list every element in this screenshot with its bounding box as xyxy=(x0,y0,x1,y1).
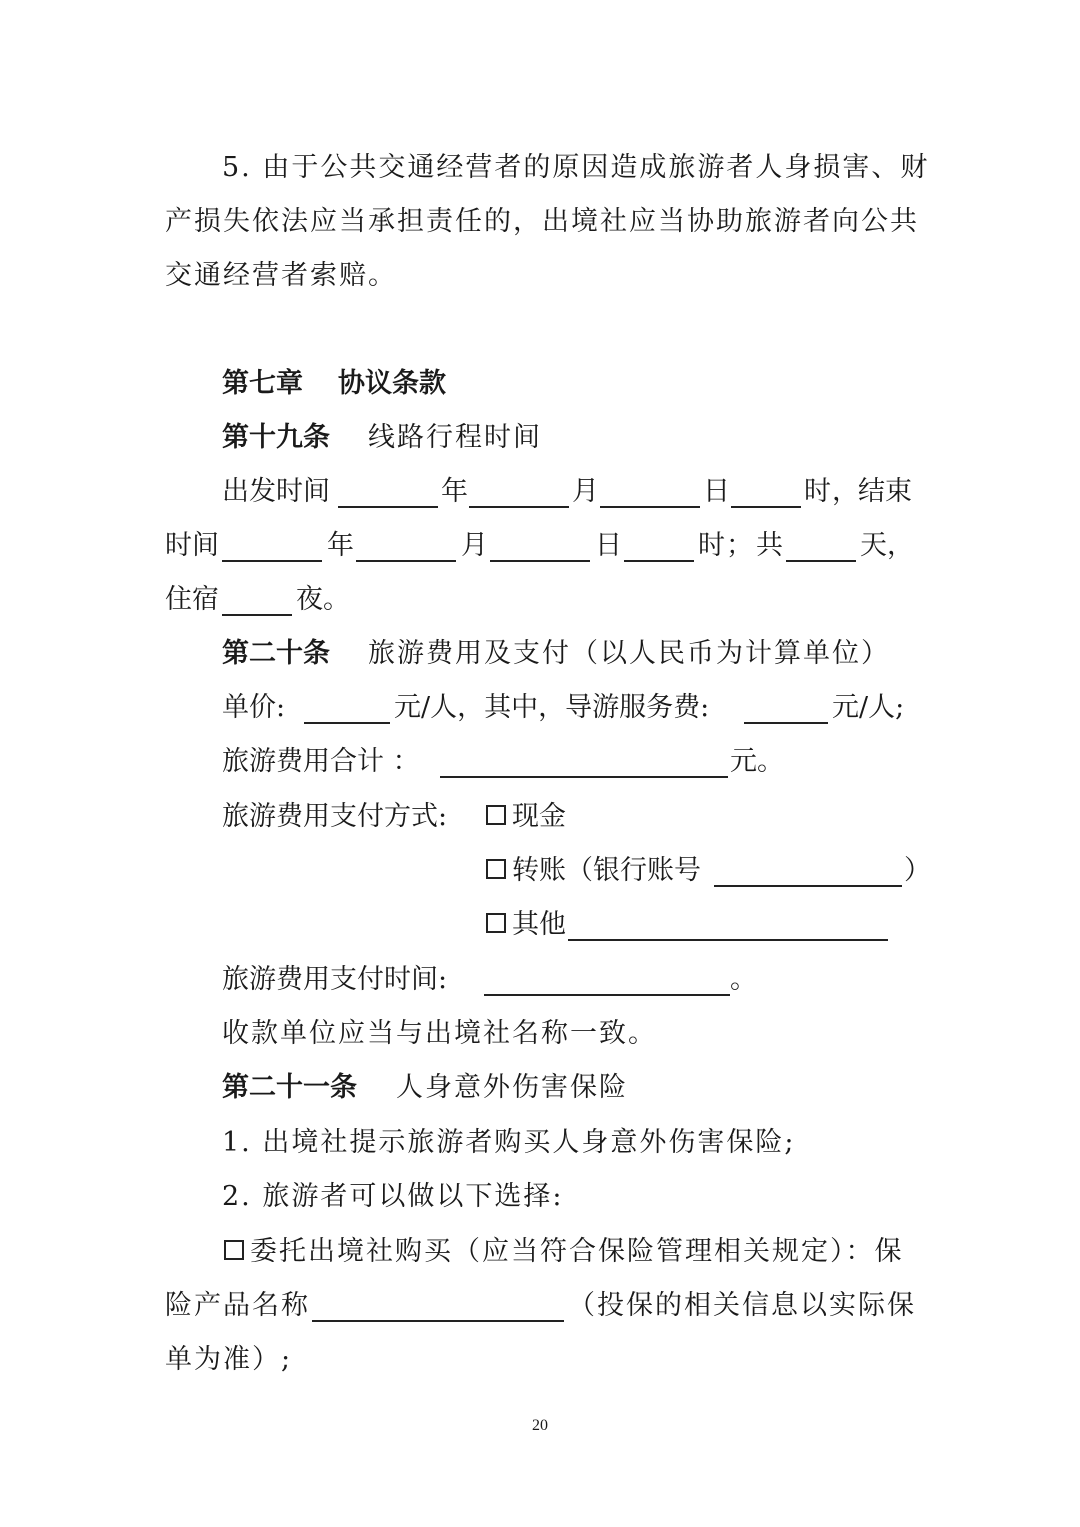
entrust-option-line2: 险产品名称 （投保的相关信息以实际保 xyxy=(165,1290,916,1321)
page-number: 20 xyxy=(532,1417,548,1434)
payee-note-line: 收款单位应当与出境社名称一致。 xyxy=(222,1018,657,1049)
article20-label: 第二十条 xyxy=(222,638,330,669)
insurance-product-blank[interactable] xyxy=(312,1320,564,1322)
depart-year-blank[interactable] xyxy=(338,506,438,508)
other-checkbox[interactable] xyxy=(486,913,506,933)
depart-day-blank[interactable] xyxy=(600,506,700,508)
article19-heading xyxy=(0,418,1080,458)
pay-time-line: 旅游费用支付时间: 。 xyxy=(222,964,757,995)
bank-account-blank[interactable] xyxy=(714,885,902,887)
article20-title: 旅游费用及支付（以人民币为计算单位） xyxy=(368,638,890,669)
insurance-item1: 1. 出境社提示旅游者购买人身意外伤害保险; xyxy=(222,1127,796,1158)
article21-title: 人身意外伤害保险 xyxy=(396,1072,628,1103)
article21-label: 第二十一条 xyxy=(222,1072,357,1103)
depart-hour-blank[interactable] xyxy=(731,506,801,508)
para5-line3: 交通经营者索赔。 xyxy=(165,260,397,291)
transfer-checkbox[interactable] xyxy=(486,859,506,879)
total-fee-line: 旅游费用合计 ： 元。 xyxy=(222,746,784,777)
end-year-blank[interactable] xyxy=(222,560,322,562)
cash-checkbox[interactable] xyxy=(486,805,506,825)
entrust-checkbox[interactable] xyxy=(224,1240,244,1260)
para5-line1: 5. 由于公共交通经营者的原因造成旅游者人身损害、财 xyxy=(222,152,930,183)
transfer-option-line: 转账（银行账号 ） xyxy=(0,851,1080,891)
end-hour-blank[interactable] xyxy=(624,560,694,562)
total-fee-blank[interactable] xyxy=(440,776,728,778)
article21-heading xyxy=(0,1068,1080,1108)
chapter-label: 第七章 xyxy=(222,368,303,399)
article19-title: 线路行程时间 xyxy=(368,422,542,453)
other-option-line: 其他 xyxy=(0,905,1080,945)
entrust-option-line3: 单为准）; xyxy=(165,1344,293,1375)
guide-fee-blank[interactable] xyxy=(744,722,828,724)
insurance-item2: 2. 旅游者可以做以下选择: xyxy=(222,1181,564,1212)
stay-line: 住宿 夜。 xyxy=(165,584,350,615)
pay-time-blank[interactable] xyxy=(484,994,730,996)
entrust-option-line1: 委托出境社购买（应当符合保险管理相关规定）：保 xyxy=(0,1232,1080,1272)
total-days-blank[interactable] xyxy=(786,560,856,562)
article19-label: 第十九条 xyxy=(222,422,330,453)
depart-month-blank[interactable] xyxy=(469,506,569,508)
chapter-title: 协议条款 xyxy=(338,368,446,399)
pay-method-line: 旅游费用支付方式: 现金 xyxy=(222,801,566,832)
end-month-blank[interactable] xyxy=(356,560,456,562)
depart-time-line: 出发时间 年 月 日 时 ， 结束 xyxy=(222,476,912,507)
end-time-line: 时间 年 月 日 时 ； 共 天， xyxy=(165,530,914,561)
other-method-blank[interactable] xyxy=(568,939,888,941)
end-day-blank[interactable] xyxy=(490,560,590,562)
nights-blank[interactable] xyxy=(222,614,292,616)
article20-heading xyxy=(0,634,1080,674)
unit-price-line: 单价: 元/人，其中，导游服务费: 元/人; xyxy=(222,692,905,723)
chapter-heading xyxy=(0,364,1080,404)
unit-price-blank[interactable] xyxy=(304,722,390,724)
para5-line2: 产损失依法应当承担责任的，出境社应当协助旅游者向公共 xyxy=(165,206,919,237)
